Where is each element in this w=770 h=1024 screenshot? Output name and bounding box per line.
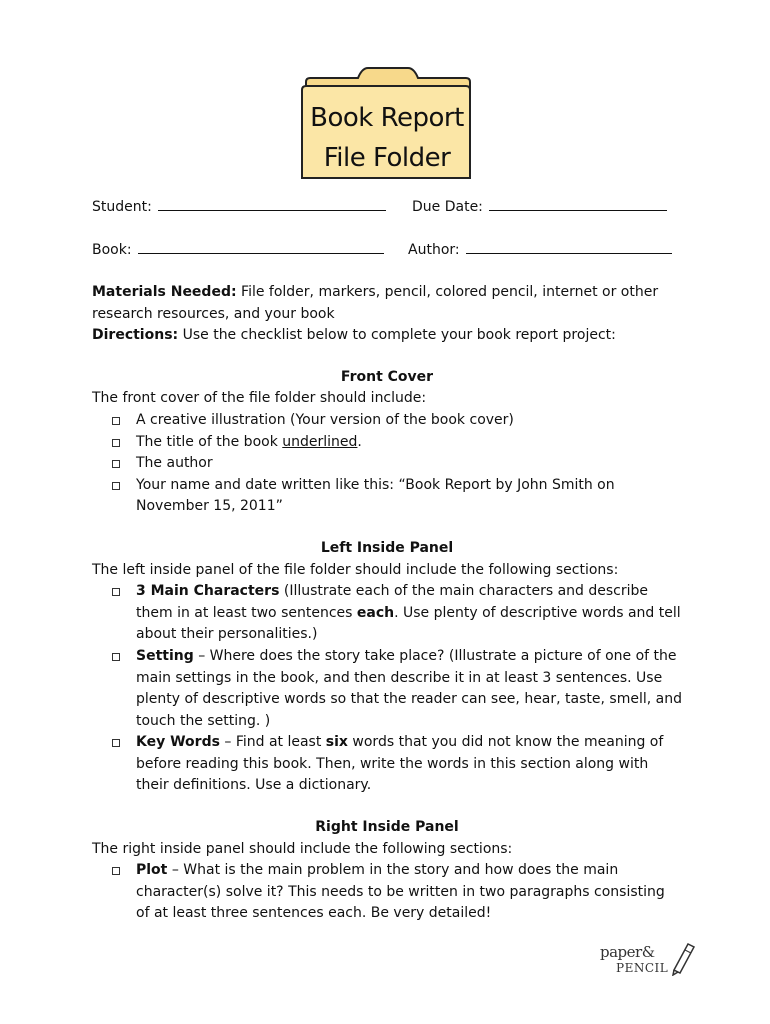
front-cover-heading: Front Cover bbox=[340, 368, 434, 385]
author-field bbox=[408, 239, 672, 262]
front-cover-checklist bbox=[92, 410, 682, 518]
pencil-icon bbox=[668, 940, 698, 976]
checkbox-icon bbox=[112, 588, 120, 596]
checkbox-icon bbox=[112, 739, 120, 747]
checkbox-icon bbox=[112, 867, 120, 875]
due-date-label: Due Date: bbox=[412, 199, 483, 215]
left-panel-heading: Left Inside Panel bbox=[320, 539, 454, 556]
materials-paragraph bbox=[92, 282, 682, 325]
directions-label: Directions: bbox=[92, 327, 179, 344]
front-cover-intro: The front cover of the file folder should include: bbox=[92, 390, 427, 407]
author-label: Author: bbox=[408, 242, 460, 258]
left-panel-intro: The left inside panel of the file folder should include the following sections: bbox=[92, 561, 619, 578]
student-field bbox=[92, 196, 386, 219]
checklist-item: Your name and date written like this: “Book Report by John Smith on November 15, 2011” bbox=[136, 475, 682, 518]
checklist-item: A creative illustration (Your version of the book cover) bbox=[136, 410, 682, 432]
materials-label: Materials Needed: bbox=[92, 284, 237, 300]
author-blank bbox=[466, 239, 672, 254]
checklist-item: Setting – Where does the story take place? (Illustrate a picture of one of the main settings in the book, and then describe it in at least 3 sentences. Use plenty of descriptive words so that the reader can see, hear, taste, smell, and touch the setting. ) bbox=[136, 646, 682, 732]
logo-line-1: paper& bbox=[600, 943, 655, 961]
checkbox-icon bbox=[112, 417, 120, 425]
checkbox-icon bbox=[112, 653, 120, 661]
logo-line-2: PENCIL bbox=[616, 961, 669, 975]
due-date-field bbox=[412, 196, 667, 219]
student-label: Student: bbox=[92, 199, 152, 215]
left-panel-checklist bbox=[92, 581, 682, 797]
right-panel-intro: The right inside panel should include the following sections: bbox=[92, 840, 513, 857]
paper-pencil-logo bbox=[600, 940, 700, 980]
book-field bbox=[92, 239, 384, 262]
folder-title-graphic bbox=[296, 66, 476, 180]
book-label: Book: bbox=[92, 242, 132, 258]
due-date-blank bbox=[489, 196, 667, 211]
checkbox-icon bbox=[112, 460, 120, 468]
right-panel-checklist bbox=[92, 860, 682, 925]
document-body bbox=[92, 282, 682, 925]
checkbox-icon bbox=[112, 482, 120, 490]
directions-text: Use the checklist below to complete your book report project: bbox=[182, 327, 616, 344]
checklist-item: Key Words – Find at least six words that you did not know the meaning of before reading this book. Then, write the words in this section along with their definitions. Use a dictionary. bbox=[136, 732, 682, 797]
student-blank bbox=[158, 196, 386, 211]
right-panel-heading: Right Inside Panel bbox=[315, 819, 459, 836]
info-fields bbox=[92, 196, 682, 282]
checklist-item: The title of the book underlined. bbox=[136, 432, 682, 454]
checklist-item: The author bbox=[136, 453, 682, 475]
title-line-2: File Folder bbox=[323, 143, 451, 173]
book-blank bbox=[138, 239, 384, 254]
title-line-1: Book Report bbox=[310, 103, 464, 133]
checklist-item: Plot – What is the main problem in the story and how does the main character(s) solve it? This needs to be written in two paragraphs consisting of at least three sentences each. Be very detailed! bbox=[136, 860, 682, 925]
directions-paragraph bbox=[92, 325, 682, 347]
checklist-item: 3 Main Characters (Illustrate each of the main characters and describe them in at least two sentences each. Use plenty of descriptive words and tell about their personalities.) bbox=[136, 581, 682, 646]
checkbox-icon bbox=[112, 439, 120, 447]
materials-text: File folder, markers, pencil, colored pencil, internet or other research resources, and your book bbox=[92, 284, 659, 322]
